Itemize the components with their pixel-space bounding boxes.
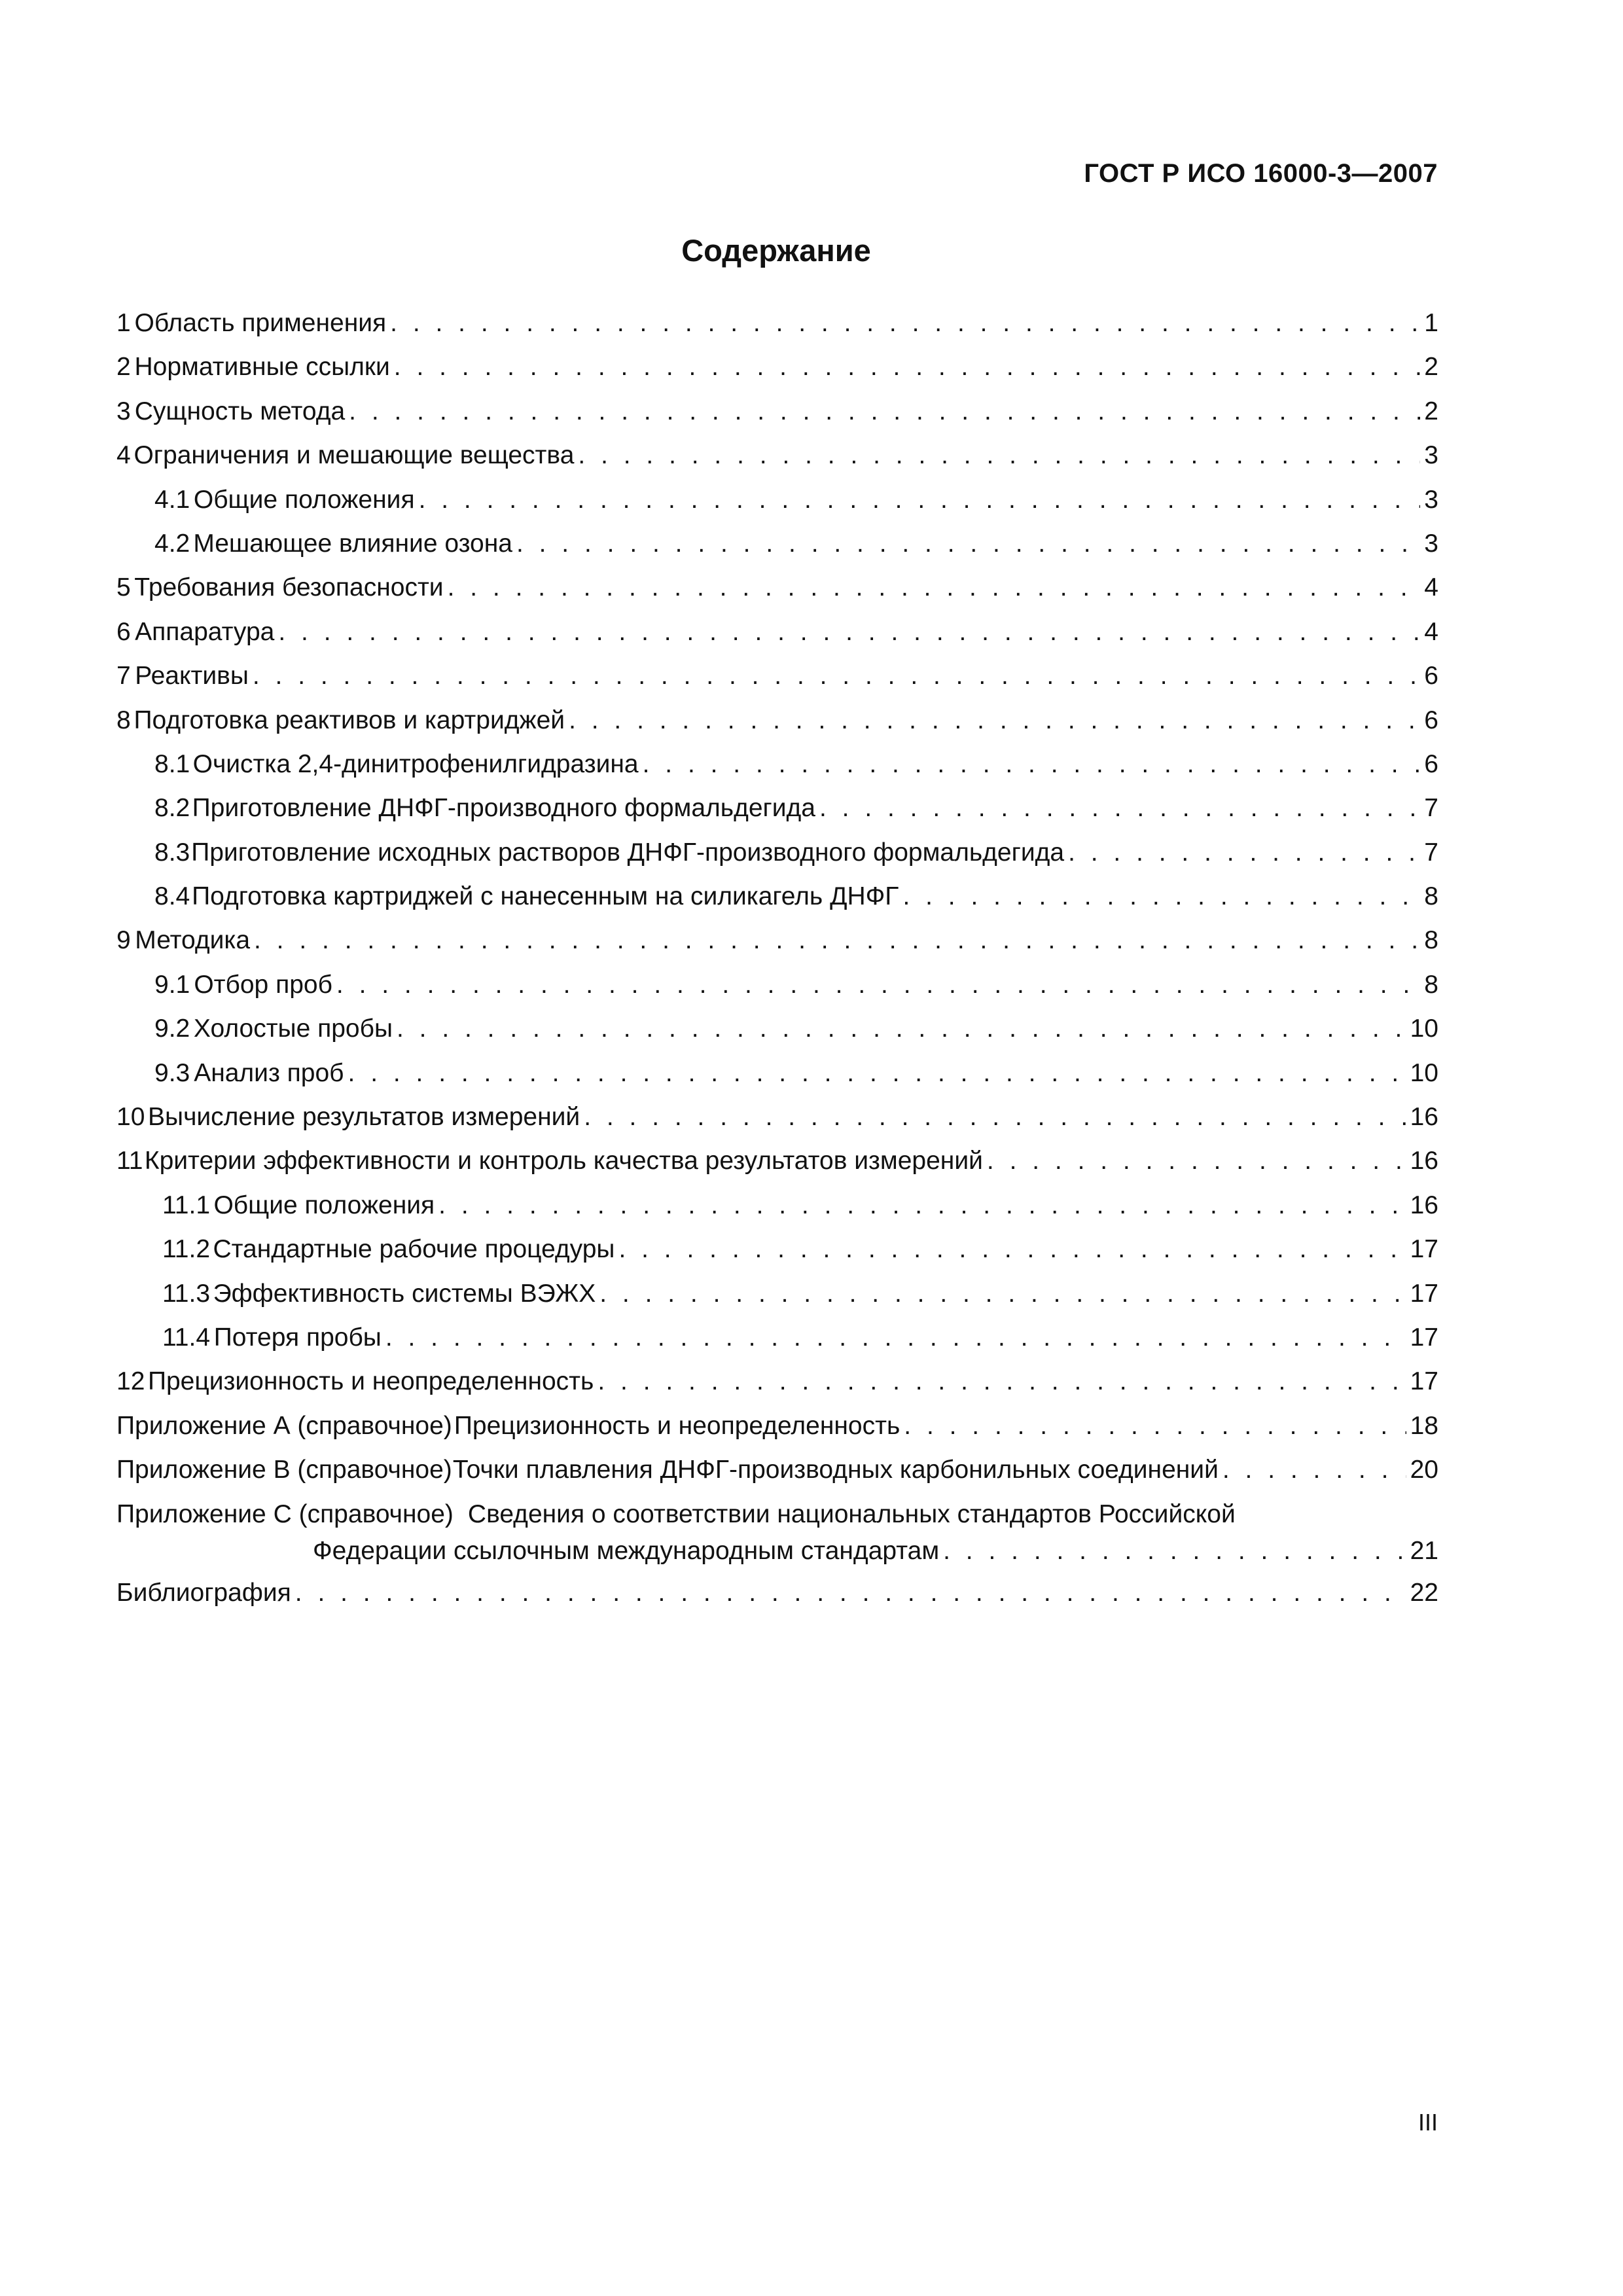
toc-entry[interactable] [116,918,1438,962]
toc-entry[interactable] [116,1007,1438,1050]
toc-entry-page: 21 [1410,1536,1438,1565]
toc-entry-number: 10 [116,1103,145,1132]
toc-entry-number: 8 [116,706,131,734]
toc-entry[interactable] [116,1272,1438,1316]
toc-entry-title: Библиография [116,1578,291,1607]
toc-dot-leader [1222,1448,1406,1492]
toc-entry[interactable] [116,1316,1438,1359]
toc-entry-number: 7 [116,662,131,691]
toc-entry[interactable] [116,742,1438,786]
toc-entry-number: Приложение В (справочное) [116,1456,452,1484]
toc-entry-page: 8 [1424,882,1438,911]
toc-dot-leader [599,1272,1406,1316]
toc-dot-leader [643,742,1421,786]
toc-entry-page: 2 [1424,397,1438,425]
toc-entry[interactable] [116,1404,1438,1448]
toc-entry-page: 4 [1424,617,1438,646]
toc-entry[interactable] [116,610,1438,654]
toc-entry-page: 17 [1410,1279,1438,1308]
toc-dot-leader [348,1051,1406,1095]
toc-entry[interactable] [116,1571,1438,1615]
toc-dot-leader [438,1183,1406,1227]
toc-entry-page: 20 [1410,1456,1438,1484]
toc-entry-title: Стандартные рабочие процедуры [213,1235,615,1264]
toc-dot-leader [943,1529,1406,1573]
toc-dot-leader [397,1007,1406,1050]
toc-entry-number: 12 [116,1367,145,1396]
toc-entry-number: 5 [116,573,131,602]
toc-entry-title: Сущность метода [134,397,346,425]
toc-dot-leader [578,433,1420,477]
toc-entry-page: 10 [1410,1014,1438,1043]
toc-entry[interactable] [116,522,1438,565]
toc-dot-leader [278,610,1420,654]
toc-entry-page: 18 [1410,1411,1438,1440]
toc-entry-title: Критерии эффективности и контроль качества результатов измерений [144,1147,983,1175]
toc-entry[interactable] [116,786,1438,830]
toc-entry[interactable] [116,1139,1438,1183]
toc-dot-leader [254,918,1420,962]
toc-entry-title: Приготовление ДНФГ-производного формальдегида [192,794,815,823]
toc-entry-page: 17 [1410,1323,1438,1352]
toc-entry-page: 8 [1424,926,1438,955]
toc-entry-title: Сведения о соответствии национальных стандартов Российской [467,1499,1236,1528]
toc-entry[interactable] [116,1448,1438,1492]
toc-entry-number: Приложение С (справочное) [116,1499,454,1528]
page-title: Содержание [681,233,871,268]
toc-entry[interactable] [116,301,1438,345]
toc-entry[interactable] [116,698,1438,742]
toc-entry-number: 11.2 [162,1235,211,1264]
toc-dot-leader [336,963,1420,1007]
toc-dot-leader [987,1139,1406,1183]
toc-entry-title: Потеря пробы [213,1323,382,1352]
toc-entry-number: 1 [116,309,131,337]
toc-dot-leader [569,698,1420,742]
toc-entry[interactable] [116,433,1438,477]
toc-entry-title: Требования безопасности [134,573,444,602]
toc-entry[interactable] [116,963,1438,1007]
toc-entry-number: 4.2 [154,529,190,558]
toc-entry-number: 9.1 [154,970,190,999]
toc-entry-page: 16 [1410,1103,1438,1132]
toc-entry-title: Область применения [134,309,387,337]
toc-entry-page: 3 [1424,485,1438,514]
toc-dot-leader [584,1095,1406,1139]
toc-dot-leader [618,1227,1406,1271]
toc-entry-title: Ограничения и мешающие вещества [134,441,575,470]
toc-dot-leader [295,1571,1406,1615]
toc-entry-number: 9.3 [154,1058,190,1087]
toc-entry-title: Подготовка картриджей с нанесенным на силикагель ДНФГ [192,882,899,911]
toc-entry-page: 17 [1410,1367,1438,1396]
toc-entry-title: Эффективность системы ВЭЖХ [213,1279,596,1308]
toc-entry-number: 11.3 [162,1279,211,1308]
toc-entry-page: 10 [1410,1058,1438,1087]
toc-entry-page: 17 [1410,1235,1438,1264]
toc-entry-title: Нормативные ссылки [134,353,390,382]
toc-entry[interactable] [116,345,1438,389]
toc-entry-title: Очистка 2,4-динитрофенилгидразина [192,749,639,778]
toc-entry-number: 8.1 [154,749,190,778]
toc-entry[interactable] [116,1492,1438,1571]
toc-entry-page: 3 [1424,529,1438,558]
table-of-contents [116,301,1438,1615]
toc-entry[interactable] [116,565,1438,609]
toc-dot-leader [253,654,1420,698]
toc-entry-number: 3 [116,397,131,425]
toc-entry[interactable] [116,1051,1438,1095]
toc-entry-number: 8.4 [154,882,190,911]
toc-entry-title: Отбор проб [194,970,332,999]
toc-entry-number: 8.3 [154,838,190,867]
toc-entry-number: 11 [116,1147,143,1175]
toc-entry-page: 6 [1424,662,1438,691]
toc-dot-leader [902,874,1420,918]
toc-entry-title: Анализ проб [194,1058,344,1087]
toc-entry-number: 8.2 [154,794,190,823]
toc-entry-page: 8 [1424,970,1438,999]
toc-entry-title: Вычисление результатов измерений [148,1103,580,1132]
toc-entry-title: Прецизионность и неопределенность [147,1367,594,1396]
toc-entry-number: 4 [116,441,131,470]
toc-entry-title: Общие положения [193,485,415,514]
toc-entry-title: Точки плавления ДНФГ-производных карбонильных соединений [452,1456,1219,1484]
toc-entry[interactable] [116,874,1438,918]
toc-entry-page: 16 [1410,1191,1438,1219]
toc-dot-leader [819,786,1420,830]
toc-entry-title: Подготовка реактивов и картриджей [134,706,565,734]
toc-entry[interactable] [116,831,1438,874]
toc-entry-title-continued: Федерации ссылочным международным стандартам [313,1536,940,1565]
toc-dot-leader [394,345,1421,389]
toc-dot-leader [1068,831,1420,874]
toc-entry-title: Методика [135,926,251,955]
toc-entry-page: 7 [1424,838,1438,867]
toc-dot-leader [904,1404,1406,1448]
toc-entry-title: Аппаратура [135,617,275,646]
toc-entry-number: 9.2 [154,1014,190,1043]
toc-dot-leader [385,1316,1406,1359]
toc-entry-page: 2 [1424,353,1438,382]
toc-entry[interactable] [116,1183,1438,1227]
toc-entry-number: 2 [116,353,131,382]
toc-entry[interactable] [116,1359,1438,1403]
toc-dot-leader [419,478,1421,522]
toc-entry-page: 16 [1410,1147,1438,1175]
toc-entry-number: 6 [116,617,131,646]
toc-entry[interactable] [116,1095,1438,1139]
toc-entry[interactable] [116,1227,1438,1271]
toc-entry-number: 4.1 [154,485,190,514]
toc-dot-leader [390,301,1420,345]
toc-entry-title: Реактивы [135,662,249,691]
toc-entry-title: Прецизионность и неопределенность [454,1411,901,1440]
toc-entry[interactable] [116,654,1438,698]
toc-entry-page: 3 [1424,441,1438,470]
toc-entry-number: 11.1 [162,1191,211,1219]
page-number: III [1418,2109,1438,2136]
toc-entry-title: Приготовление исходных растворов ДНФГ-производного формальдегида [191,838,1065,867]
toc-entry-page: 6 [1424,749,1438,778]
toc-entry-page: 22 [1410,1578,1438,1607]
toc-dot-leader [597,1359,1406,1403]
toc-entry-title: Холостые пробы [193,1014,393,1043]
toc-entry-title: Общие положения [213,1191,435,1219]
toc-dot-leader [349,389,1420,433]
toc-entry-title: Мешающее влияние озона [193,529,512,558]
toc-entry-page: 1 [1424,309,1438,337]
toc-entry-page: 6 [1424,706,1438,734]
toc-entry-page: 7 [1424,794,1438,823]
toc-entry[interactable] [116,478,1438,522]
toc-entry-number: 9 [116,926,131,955]
toc-dot-leader [448,565,1421,609]
toc-entry-number: Приложение А (справочное) [116,1411,452,1440]
document-header: ГОСТ Р ИСО 16000-3—2007 [1084,159,1438,188]
toc-entry-number: 11.4 [162,1323,211,1352]
toc-entry-page: 4 [1424,573,1438,602]
toc-entry[interactable] [116,389,1438,433]
toc-dot-leader [516,522,1420,565]
